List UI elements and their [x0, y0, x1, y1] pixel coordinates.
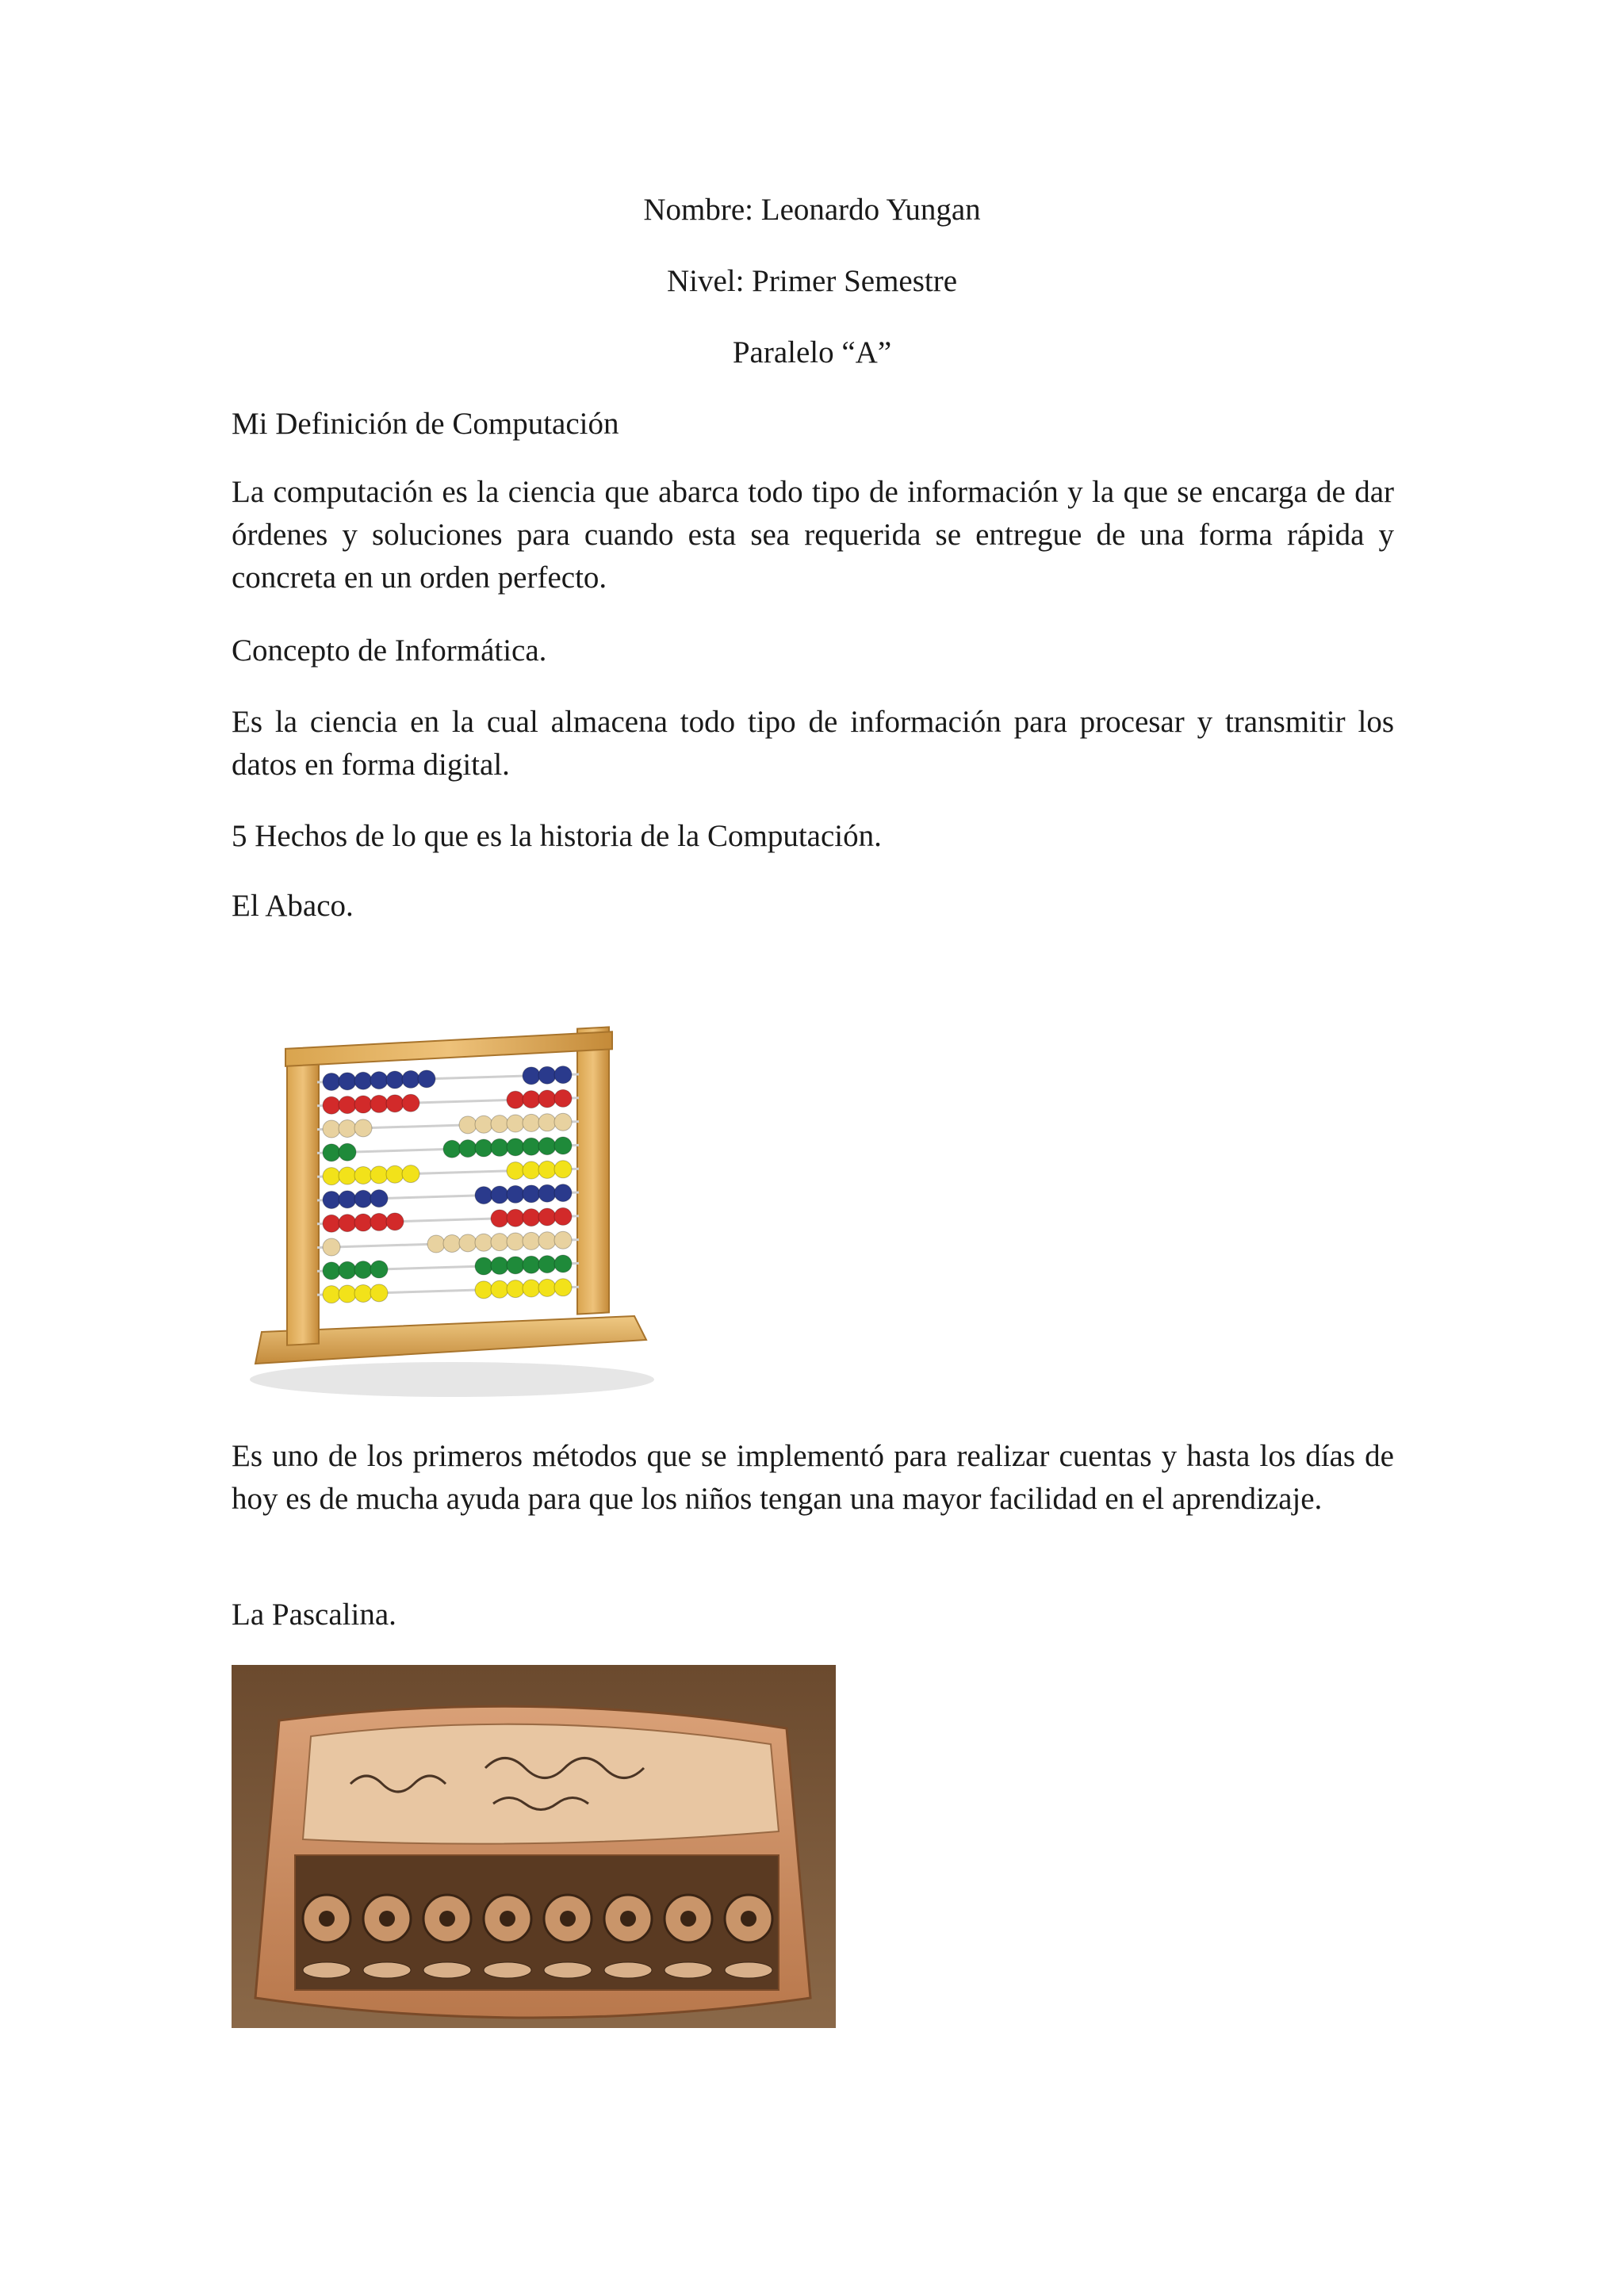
abacus-heading: El Abaco.: [232, 889, 354, 923]
definition-paragraph: La computación es la ciencia que abarca todo tipo de información y la que se encarga de dar órdenes y soluciones para cuando esta sea requerida se entregue de una forma rápida y concreta en un orden perfecto.: [232, 475, 1394, 595]
informatics-heading: Concepto de Informática.: [232, 633, 547, 668]
pascaline-heading: La Pascalina.: [232, 1598, 396, 1632]
definition-heading: Mi Definición de Computación: [232, 407, 619, 441]
pascaline-image: [232, 1665, 836, 2028]
history-heading: 5 Hechos de lo que es la historia de la Computación.: [232, 819, 882, 853]
student-section: Paralelo “A”: [732, 335, 892, 369]
abacus-image: [238, 1015, 666, 1403]
informatics-paragraph: Es la ciencia en la cual almacena todo tipo de información para procesar y transmitir los datos en forma digital.: [232, 705, 1394, 782]
student-name: Nombre: Leonardo Yungan: [643, 193, 981, 227]
student-level: Nivel: Primer Semestre: [666, 264, 958, 298]
abacus-paragraph: Es uno de los primeros métodos que se implementó para realizar cuentas y hasta los días de hoy es de mucha ayuda para que los niños tengan una mayor facilidad en el aprendizaje.: [232, 1439, 1394, 1516]
